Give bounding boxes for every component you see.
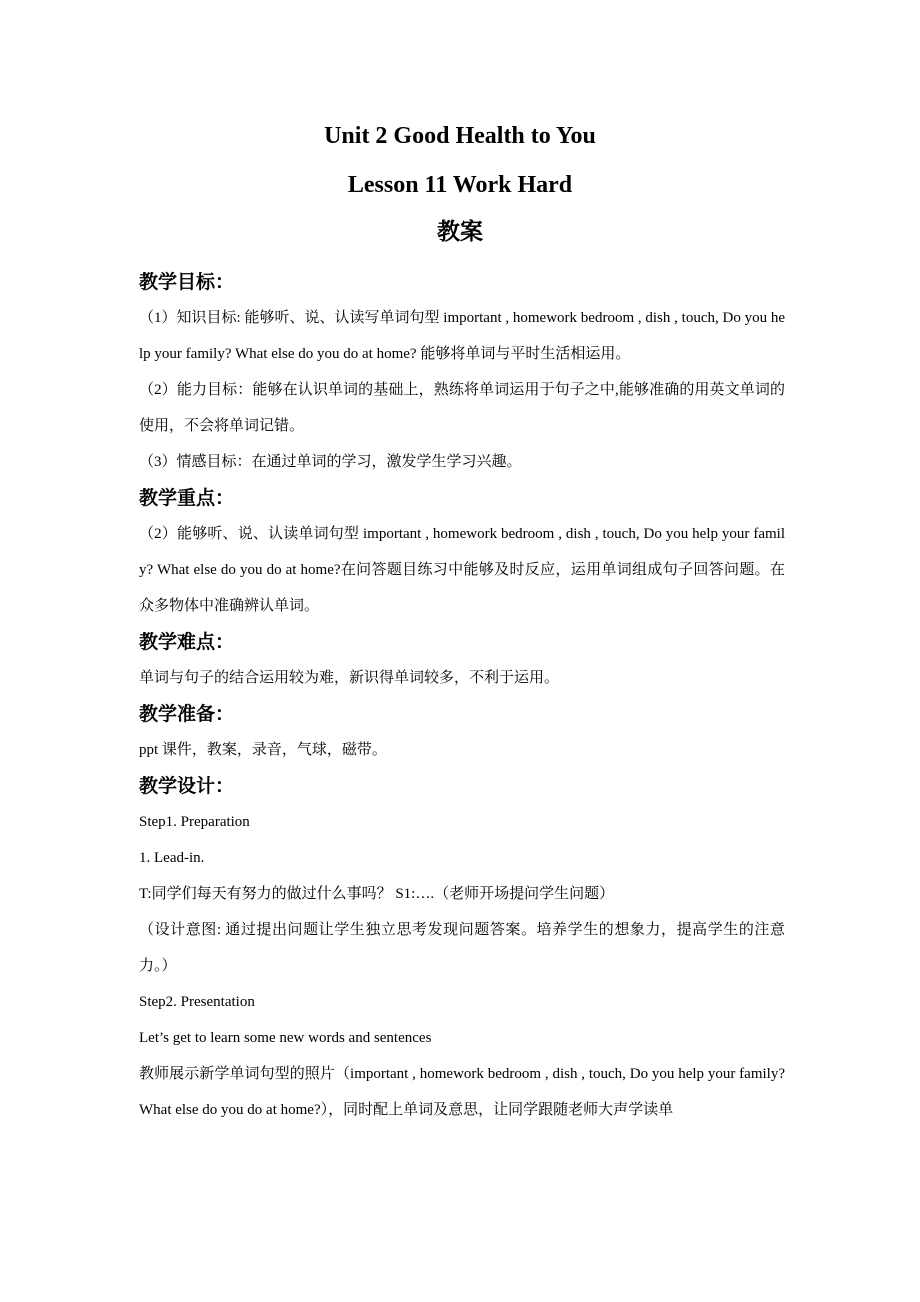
objectives-heading: 教学目标： xyxy=(139,271,235,293)
teacher-dialog: T:同学们每天有努力的做过什么事吗？ S1:….（老师开场提问学生问题） xyxy=(139,886,615,902)
objective-knowledge: （1）知识目标: 能够听、说、认读写单词句型 important , homework bedroom , dish , touch, Do you help your family? What else do you do at home? 能够将单词与平时生活相运用。 xyxy=(139,310,785,362)
design-intent: （设计意图: 通过提出问题让学生独立思考发现问题答案。培养学生的想象力，提高学生的注意力。） xyxy=(139,922,785,974)
unit-title: Unit 2 Good Health to You xyxy=(324,123,596,149)
lesson-plan-label: 教案 xyxy=(437,219,483,245)
objective-emotion: （3）情感目标：在通过单词的学习，激发学生学习兴趣。 xyxy=(139,454,522,470)
step2-label: Step2. Presentation xyxy=(139,994,255,1010)
difficulties-text: 单词与句子的结合运用较为难，新识得单词较多，不利于运用。 xyxy=(139,670,560,686)
key-points-heading: 教学重点： xyxy=(139,487,235,509)
objective-ability: （2）能力目标：能够在认识单词的基础上，熟练将单词运用于句子之中,能够准确的用英文单词的使用，不会将单词记错。 xyxy=(139,382,785,434)
lesson-title: Lesson 11 Work Hard xyxy=(347,172,573,198)
preparation-text: ppt 课件，教案，录音，气球，磁带。 xyxy=(139,742,387,758)
lead-in-label: 1. Lead-in. xyxy=(139,850,205,866)
preparation-heading: 教学准备： xyxy=(139,703,235,725)
show-words-text: 教师展示新学单词句型的照片（important , homework bedroom , dish , touch, Do you help your family? What else do you do at home?），同时配上单词及意思，让同学跟随老师大声学读单 xyxy=(139,1066,785,1118)
design-heading: 教学设计： xyxy=(139,775,235,797)
document-body xyxy=(139,264,785,1128)
step1-label: Step1. Preparation xyxy=(139,814,250,830)
difficulties-heading: 教学难点： xyxy=(139,631,235,653)
key-points-text: （2）能够听、说、认读单词句型 important , homework bedroom , dish , touch, Do you help your family? What else do you do at home?在问答题目练习中能够及时反应，运用单词组成句子回答问题。在众多物体中准确辨认单词。 xyxy=(139,526,785,614)
lets-learn-text: Let’s get to learn some new words and sentences xyxy=(139,1030,432,1046)
